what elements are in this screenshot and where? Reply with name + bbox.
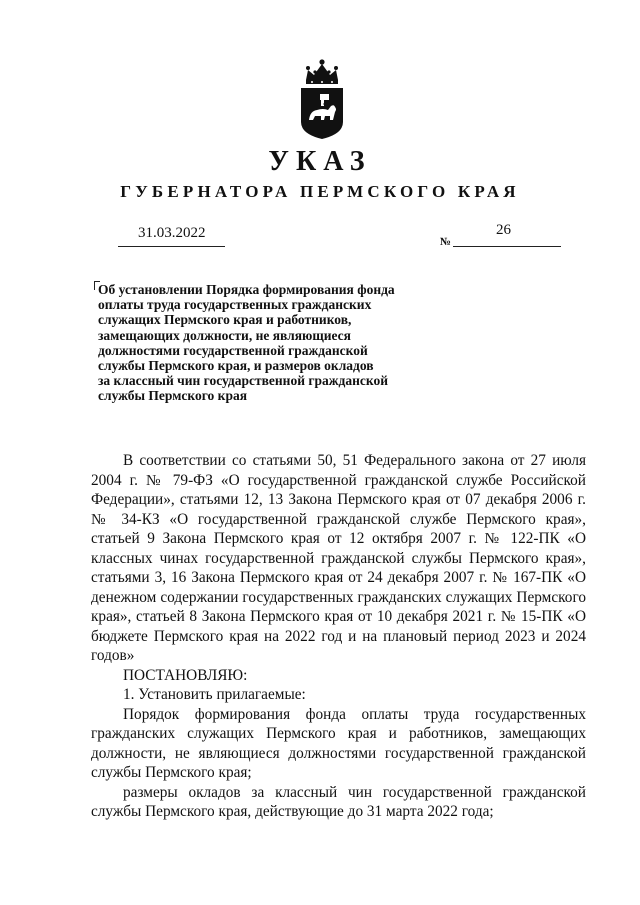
document-date: 31.03.2022 xyxy=(138,225,206,241)
document-number: 26 xyxy=(496,222,511,238)
perm-krai-coat-of-arms-icon xyxy=(298,58,346,140)
clause-1: 1. Установить прилагаемые: xyxy=(123,686,306,703)
number-underline xyxy=(453,246,561,247)
decree-statement: ПОСТАНОВЛЯЮ: xyxy=(123,666,248,684)
clause-1-item-salaries: размеры окладов за классный чин государственной гражданской службы Пермского края, действующие до 31 марта 2022 года; xyxy=(91,783,586,820)
preamble-paragraph: В соответствии со статьями 50, 51 Федерального закона от 27 июля 2004 г. № 79-ФЗ «О государственной гражданской службе Российской Федерации», статьями 12, 13 Закона Пермского края от 07 декабря 2006 г. № 34-КЗ «О государственной гражданской службе Пермского края», статьей 9 Закона Пермского края от 12 октября 2007 г. № 122-ПК «О классных чинах государственной гражданской службы Пермского края», статьями 3, 16 Закона Пермского края от 24 декабря 2007 г. № 167-ПК «О денежном содержании государственных гражданских служащих Пермского края», статьей 8 Закона Пермского края от 10 декабря 2021 г. № 15-ПК «О бюджете Пермского края на 2022 год и на плановый период 2023 и 2024 годов» xyxy=(91,452,586,664)
document-subject: Об установлении Порядка формирования фонда оплаты труда государственных гражданских служащих Пермского края и работников, замещающих должности, не являющиеся должностями государственной гражданской службы Пермского края, и размеров окладов за классный чин государственной гражданской службы Пермского края xyxy=(98,282,395,404)
document-body xyxy=(91,451,586,822)
date-underline xyxy=(118,246,225,247)
number-label: № xyxy=(440,236,452,248)
document-title: УКАЗ xyxy=(268,146,372,177)
clause-1-item-procedure: Порядок формирования фонда оплаты труда государственных гражданских служащих Пермского края и работников, замещающих должности, не являющиеся должностями государственной гражданской службы Пермского края; xyxy=(91,705,586,781)
document-issuer: ГУБЕРНАТОРА ПЕРМСКОГО КРАЯ xyxy=(120,182,520,201)
